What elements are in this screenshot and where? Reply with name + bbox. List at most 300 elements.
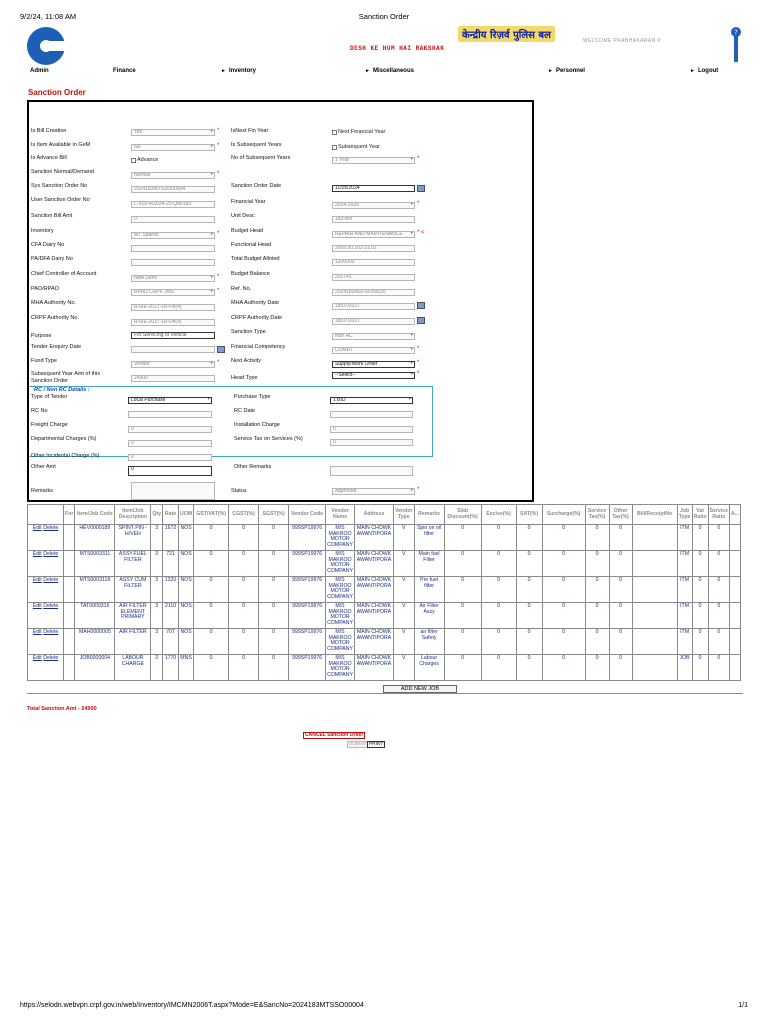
cell-vat: 0 xyxy=(692,577,708,603)
divider xyxy=(27,693,743,694)
table-row xyxy=(28,551,741,577)
cell-remarks: Main fuel Filter xyxy=(414,551,444,577)
edit-link[interactable]: Edit xyxy=(32,577,42,583)
caret-right-icon: ► xyxy=(690,68,695,74)
welcome-text: WELCOME PRABHAKARAN P xyxy=(583,38,662,44)
calendar-icon[interactable] xyxy=(417,317,425,324)
cell-stax: 0 xyxy=(585,655,609,681)
cell-cgst: 0 xyxy=(229,551,259,577)
label-sanction-date: Sanction Order Date xyxy=(231,183,282,189)
cell-stax: 0 xyxy=(585,603,609,629)
print-button[interactable]: PRINT xyxy=(369,742,384,747)
cell-remarks: air filter Safety xyxy=(414,629,444,655)
required-mark: * < xyxy=(417,230,425,236)
required-mark: * xyxy=(417,371,420,377)
calendar-icon[interactable] xyxy=(417,185,425,192)
col-more: A... xyxy=(730,505,741,525)
label-financial-year: Financial Year xyxy=(231,199,266,205)
cell-sat: 0 xyxy=(516,603,542,629)
cell-uom: MNS xyxy=(179,655,194,681)
unit-desc-field[interactable]: 183-BN xyxy=(332,216,415,223)
cell-addr: MAIN CHOWK AWANTIPORA xyxy=(354,551,393,577)
label-is-advance-bill: Is Advance Bill xyxy=(31,155,67,161)
cell-vtype: V xyxy=(393,629,414,655)
cell-desc: AIR FILTER ELEMENT PRIMARY xyxy=(115,603,151,629)
cell-slab: 0 xyxy=(444,525,481,551)
financial-competency-select[interactable]: COMDT ▾ xyxy=(332,347,415,354)
required-mark: * xyxy=(417,156,420,162)
delete-link[interactable]: Delete xyxy=(43,551,59,557)
col-for: For xyxy=(64,505,75,525)
advance-label: Advance xyxy=(137,157,159,163)
cell-gst: 0 xyxy=(194,525,229,551)
cell-cgst: 0 xyxy=(229,525,259,551)
crpf-logo-icon xyxy=(26,26,72,66)
page-title: Sanction Order xyxy=(28,88,86,97)
cell-more xyxy=(730,655,741,681)
edit-link[interactable]: Edit xyxy=(32,525,42,531)
rc-no-field[interactable] xyxy=(128,411,212,418)
label-is-next-fin-year: IsNext Fin Year xyxy=(231,128,269,134)
cell-gst: 0 xyxy=(194,577,229,603)
rc-date-field[interactable] xyxy=(330,411,413,418)
cell-vcode: 999SP19976 xyxy=(289,525,326,551)
cell-sat: 0 xyxy=(516,551,542,577)
label-head-type: Head Type xyxy=(231,375,258,381)
other-remarks-field[interactable] xyxy=(330,466,413,476)
cell-sratio: 0 xyxy=(708,551,729,577)
cell-vname: M/S MAKROO MOTOR COMPANY xyxy=(326,551,355,577)
cell-qty: 3 xyxy=(151,577,163,603)
required-mark: * xyxy=(217,171,220,177)
label-type-of-tender: Type of Tender xyxy=(31,394,68,400)
dept-charges-field[interactable]: 0 xyxy=(128,440,212,447)
cell-surcharge: 0 xyxy=(542,603,585,629)
delete-link[interactable]: Delete xyxy=(43,629,59,635)
print-doc-title: Sanction Order xyxy=(358,12,410,21)
subsequent-year-checkbox[interactable] xyxy=(332,145,337,150)
cell-remarks: Air Filter Assy xyxy=(414,603,444,629)
sanction-type-select[interactable]: Non RC ▾ xyxy=(332,333,415,340)
label-dept-charges: Departmental Charges (%) xyxy=(31,436,97,442)
budget-head-select[interactable]: REPAIR AND MAINTENANCE ▾ xyxy=(332,231,415,238)
other-incidental-field[interactable]: 0 xyxy=(128,454,212,461)
cell-vname: M/S MAKROO MOTOR COMPANY xyxy=(326,629,355,655)
cell-for xyxy=(64,655,75,681)
cell-qty: 3 xyxy=(151,525,163,551)
required-mark: * xyxy=(417,346,420,352)
cell-uom: NOS xyxy=(179,603,194,629)
label-cfa-dairy: CFA Dairy No xyxy=(31,242,65,248)
delete-link[interactable]: Delete xyxy=(43,655,59,661)
pa-dfa-dairy-field[interactable] xyxy=(131,259,215,266)
label-sanction-type: Sanction Type xyxy=(231,329,266,335)
cell-excise: 0 xyxy=(481,577,516,603)
submit-button[interactable]: SUBMIT xyxy=(349,742,368,747)
cell-vat: 0 xyxy=(692,655,708,681)
main-menu xyxy=(28,68,740,78)
cell-stax: 0 xyxy=(585,525,609,551)
sanction-bill-amt-field[interactable]: 0 xyxy=(131,216,215,223)
menu-finance[interactable]: Finance xyxy=(113,68,136,74)
col-uom: UOM xyxy=(179,505,194,525)
purchase-type-select[interactable]: 1 BID ▾ xyxy=(330,397,413,404)
label-purpose: Purpose xyxy=(31,333,52,339)
cell-desc: ASSY CUM FILTER xyxy=(115,577,151,603)
menu-personnel[interactable]: ► Personnel xyxy=(548,68,585,74)
crpf-authority-date-field[interactable]: 18/07/2017 xyxy=(332,318,415,325)
sys-sanction-no-field[interactable]: 2024183MTSSO00004 xyxy=(131,186,215,193)
required-mark: * xyxy=(217,360,220,366)
cell-uom: NOS xyxy=(179,629,194,655)
cell-sgst: 0 xyxy=(259,577,289,603)
cell-rate: 1672 xyxy=(163,525,179,551)
is-bill-creation-select[interactable]: Yes ▾ xyxy=(131,129,215,136)
chief-controller-select[interactable]: New Delhi ▾ xyxy=(131,275,215,282)
cell-for xyxy=(64,603,75,629)
cell-rate: 721 xyxy=(163,551,179,577)
cell-vtype: V xyxy=(393,655,414,681)
cell-jtype: ITM xyxy=(677,551,692,577)
cell-rate: 1320 xyxy=(163,577,179,603)
required-mark: * xyxy=(217,288,220,294)
calendar-icon[interactable] xyxy=(217,346,225,353)
label-purchase-type: Purchase Type xyxy=(234,394,271,400)
cell-otax: 0 xyxy=(609,577,632,603)
required-mark: * xyxy=(217,274,220,280)
cell-slab: 0 xyxy=(444,603,481,629)
delete-link[interactable]: Delete xyxy=(43,577,59,583)
label-is-subsequent-years: Is Subsequent Years xyxy=(231,142,282,148)
col-item-desc: Item/Job Description xyxy=(115,505,151,525)
subsequent-amt-field[interactable]: 24900 xyxy=(131,375,215,382)
label-chief-controller: Chief Controller of Account xyxy=(31,271,97,277)
cell-gst: 0 xyxy=(194,551,229,577)
items-grid xyxy=(27,504,768,686)
mha-authority-date-field[interactable]: 18/07/2017 xyxy=(332,303,415,310)
cell-addr: MAIN CHOWK AWANTIPORA xyxy=(354,525,393,551)
cell-rate: 707 xyxy=(163,629,179,655)
col-actions xyxy=(28,505,64,525)
label-crpf-authority-no: CRPF Authority No. xyxy=(31,315,79,321)
edit-link[interactable]: Edit xyxy=(32,655,42,661)
label-user-sanction-no: User Sanction Order No xyxy=(31,197,90,203)
functional-head-field[interactable]: 2055.00.102.01.02 xyxy=(332,245,415,252)
advance-checkbox[interactable] xyxy=(131,158,136,163)
rc-details-title: RC / Non RC Details : xyxy=(34,387,90,393)
cell-sat: 0 xyxy=(516,525,542,551)
installation-charge-field[interactable]: 0 xyxy=(330,426,413,433)
delete-link[interactable]: Delete xyxy=(43,603,59,609)
cell-cgst: 0 xyxy=(229,629,259,655)
sanction-normal-select[interactable]: Normal ▾ xyxy=(131,172,215,179)
cell-vname: M/S MAKROO MOTOR COMPANY xyxy=(326,655,355,681)
cell-qty: 3 xyxy=(151,655,163,681)
cell-stax: 0 xyxy=(585,577,609,603)
required-mark: * xyxy=(217,128,220,134)
financial-year-select[interactable]: 2024-2025 ▾ xyxy=(332,202,415,209)
cell-qty: 3 xyxy=(151,603,163,629)
sanction-form xyxy=(27,100,534,502)
cell-sgst: 0 xyxy=(259,629,289,655)
row-actions xyxy=(28,577,64,603)
cell-excise: 0 xyxy=(481,603,516,629)
cell-uom: NOS xyxy=(179,525,194,551)
cell-vat: 0 xyxy=(692,525,708,551)
print-url: https://selodn.webvpn.crpf.gov.in/web/Inventory/IMCMN2006T.aspx?Mode=E&SancNo=2024183MTSSO00004 xyxy=(20,1002,364,1009)
cell-sratio: 0 xyxy=(708,629,729,655)
col-vendor-code: Vendor Code xyxy=(289,505,326,525)
remarks-textarea[interactable] xyxy=(131,482,215,500)
required-mark: * xyxy=(417,487,420,493)
sanction-date-field[interactable]: 11/05/2024 xyxy=(332,185,415,192)
inventory-select[interactable]: MT Spares ▾ xyxy=(131,232,215,239)
cell-surcharge: 0 xyxy=(542,551,585,577)
row-actions xyxy=(28,655,64,681)
brand-motto: DESH KE HUM HAI RAKSHAK xyxy=(350,45,445,52)
help-icon[interactable] xyxy=(730,26,742,66)
cell-slab: 0 xyxy=(444,551,481,577)
cell-vcode: 999SP19976 xyxy=(289,551,326,577)
label-sys-sanction-no: Sys Sanction Order No xyxy=(31,183,88,189)
label-ref-no: Ref. No. xyxy=(231,286,252,292)
row-actions xyxy=(28,525,64,551)
cell-otax: 0 xyxy=(609,551,632,577)
menu-logout[interactable]: ► Logout xyxy=(690,68,719,74)
cell-code: TAT0000316 xyxy=(75,603,115,629)
col-vendor-name: Vendor Name xyxy=(326,505,355,525)
print-datetime: 9/2/24, 11:08 AM xyxy=(20,12,77,21)
caret-right-icon: ► xyxy=(548,68,553,74)
menu-inventory[interactable]: ► Inventory xyxy=(221,68,256,74)
label-unit-desc: Unit Desc xyxy=(231,213,255,219)
label-other-amt: Other Amt xyxy=(31,464,56,470)
col-service-tax: Service Tax(%) xyxy=(585,505,609,525)
row-actions xyxy=(28,551,64,577)
cell-addr: MAIN CHOWK AWANTIPORA xyxy=(354,603,393,629)
cell-gst: 0 xyxy=(194,655,229,681)
cell-vcode: 999SP19976 xyxy=(289,655,326,681)
col-gst: GST/VAT(%) xyxy=(194,505,229,525)
cell-surcharge: 0 xyxy=(542,655,585,681)
next-financial-year-checkbox[interactable] xyxy=(332,130,337,135)
col-bill-receipt: Bill/ReceiptNo xyxy=(632,505,677,525)
cell-more xyxy=(730,577,741,603)
col-service-ratio: Service Ratio xyxy=(708,505,729,525)
row-actions xyxy=(28,603,64,629)
table-row xyxy=(28,525,741,551)
delete-link[interactable]: Delete xyxy=(43,525,59,531)
cell-more xyxy=(730,603,741,629)
cell-code: MTS0003311 xyxy=(75,551,115,577)
crpf-authority-no-field[interactable]: R-6/E-2017-18-Fin(4) xyxy=(131,319,215,326)
label-other-incidental: Other Incidental Charge (%) xyxy=(31,453,100,459)
col-sgst: SGST(%) xyxy=(259,505,289,525)
cell-rate: 1770 xyxy=(163,655,179,681)
cell-sratio: 0 xyxy=(708,525,729,551)
grid-header-row xyxy=(28,505,741,525)
cell-stax: 0 xyxy=(585,551,609,577)
calendar-icon[interactable] xyxy=(417,302,425,309)
print-footer xyxy=(20,1002,748,1014)
label-mha-authority-date: MHA Authority Date xyxy=(231,300,279,306)
col-surcharge: Surcharge(%) xyxy=(542,505,585,525)
cfa-dairy-field[interactable] xyxy=(131,245,215,252)
cell-bill xyxy=(632,577,677,603)
cell-cgst: 0 xyxy=(229,577,259,603)
cell-vname: M/S MAKROO MOTOR COMPANY xyxy=(326,577,355,603)
caret-right-icon: ► xyxy=(365,68,370,74)
cell-bill xyxy=(632,525,677,551)
caret-right-icon: ► xyxy=(221,68,226,74)
cell-addr: MAIN CHOWK AWANTIPORA xyxy=(354,655,393,681)
cell-desc: SPINT PIN - H/VEH xyxy=(115,525,151,551)
cell-sratio: 0 xyxy=(708,603,729,629)
pao-rpao-select[interactable]: RPAO CRPF JMU ▾ xyxy=(131,289,215,296)
col-slab: Slab Discount(%) xyxy=(444,505,481,525)
label-pao-rpao: PAO/RPAO xyxy=(31,286,59,292)
cell-vat: 0 xyxy=(692,629,708,655)
user-sanction-no-field[interactable]: L-V03-4/2024-25-QM/183 xyxy=(131,201,215,208)
freight-charge-field[interactable]: 0 xyxy=(128,426,212,433)
cell-remarks: Pre fuel filter xyxy=(414,577,444,603)
label-service-tax: Service Tax on Services (%) xyxy=(234,436,303,442)
service-tax-field[interactable]: 0 xyxy=(330,439,413,446)
cell-excise: 0 xyxy=(481,525,516,551)
total-sanction-amount: Total Sanction Amt - 24900 xyxy=(27,706,97,712)
cell-vcode: 999SP19976 xyxy=(289,603,326,629)
label-mha-authority-no: MHA Authority No. xyxy=(31,300,76,306)
label-subsequent-amt: Subsequent Year Amt of this Sanction Order xyxy=(31,371,101,384)
items-table xyxy=(27,504,741,681)
label-status: Status xyxy=(231,488,247,494)
label-tender-enquiry: Tender Enquiry Date xyxy=(31,344,82,350)
cell-excise: 0 xyxy=(481,551,516,577)
col-cgst: CGST(%) xyxy=(229,505,259,525)
cell-addr: MAIN CHOWK AWANTIPORA xyxy=(354,577,393,603)
cancel-sanction-order-button[interactable]: CANCEL Sanction Order xyxy=(305,732,364,738)
status-select[interactable]: Approved ▾ xyxy=(332,488,415,495)
label-pa-dfa-dairy: PA/DFA Dairy No xyxy=(31,256,73,262)
cell-bill xyxy=(632,551,677,577)
cell-for xyxy=(64,577,75,603)
cell-code: HEV0000189 xyxy=(75,525,115,551)
cell-surcharge: 0 xyxy=(542,525,585,551)
cell-slab: 0 xyxy=(444,655,481,681)
is-item-gem-select[interactable]: No ▾ xyxy=(131,144,215,151)
cell-sgst: 0 xyxy=(259,551,289,577)
label-freight-charge: Freight Charge xyxy=(31,422,68,428)
type-of-tender-select[interactable]: Local Purchase ▾ xyxy=(128,397,212,404)
label-rc-no: RC No xyxy=(31,408,48,414)
cell-bill xyxy=(632,603,677,629)
cell-surcharge: 0 xyxy=(542,577,585,603)
table-row xyxy=(28,577,741,603)
cell-code: MTS0003118 xyxy=(75,577,115,603)
cell-desc: ASSY.FUEL FILTER xyxy=(115,551,151,577)
col-rate: Rate xyxy=(163,505,179,525)
budget-balance-field[interactable]: 201741 xyxy=(332,274,415,281)
label-total-budget: Total Budget Alloted xyxy=(231,256,280,262)
cell-for xyxy=(64,629,75,655)
cell-vname: M/S MAKROO MOTOR COMPANY xyxy=(326,603,355,629)
edit-link[interactable]: Edit xyxy=(32,603,42,609)
add-new-job-button[interactable]: ADD NEW JOB xyxy=(383,685,457,693)
cell-code: MAH0000005 xyxy=(75,629,115,655)
label-fund-type: Fund Type xyxy=(31,358,57,364)
menu-miscellaneous[interactable]: ► Miscellaneous xyxy=(365,68,414,74)
cell-desc: AIR FILTER xyxy=(115,629,151,655)
label-remarks: Remarks xyxy=(31,488,54,494)
cell-for xyxy=(64,551,75,577)
cell-vcode: 999SP19976 xyxy=(289,577,326,603)
cell-more xyxy=(730,525,741,551)
cell-sratio: 0 xyxy=(708,655,729,681)
col-job-type: Job Type xyxy=(677,505,692,525)
cell-jtype: JOB xyxy=(677,655,692,681)
label-inventory: Inventory xyxy=(31,228,54,234)
label-budget-balance: Budget Balance xyxy=(231,271,270,277)
cell-cgst: 0 xyxy=(229,655,259,681)
no-subsequent-years-select[interactable]: 1 Year ▾ xyxy=(332,157,415,164)
cell-sratio: 0 xyxy=(708,577,729,603)
svg-text:?: ? xyxy=(734,28,738,37)
label-functional-head: Functional Head xyxy=(231,242,272,248)
label-crpf-authority-date: CRPF Authority Date xyxy=(231,315,283,321)
label-no-subsequent-years: No of Subsequent Years xyxy=(231,155,291,161)
head-type-select[interactable]: --Select-- ▾ xyxy=(332,372,415,379)
total-budget-field[interactable]: 1200000 xyxy=(332,259,415,266)
menu-admin[interactable]: Admin xyxy=(30,68,49,74)
cell-sat: 0 xyxy=(516,629,542,655)
row-actions xyxy=(28,629,64,655)
cell-vtype: V xyxy=(393,551,414,577)
cell-cgst: 0 xyxy=(229,603,259,629)
label-is-item-gem: Is Item Available in GeM xyxy=(31,142,91,148)
col-address: Address xyxy=(354,505,393,525)
cell-jtype: ITM xyxy=(677,577,692,603)
label-budget-head: Budget Head xyxy=(231,228,264,234)
purpose-field[interactable]: For Servicing of Vehicle xyxy=(131,332,215,339)
cell-excise: 0 xyxy=(481,655,516,681)
table-row xyxy=(28,603,741,629)
cell-more xyxy=(730,629,741,655)
cell-excise: 0 xyxy=(481,629,516,655)
col-other-tax: Other Tax(%) xyxy=(609,505,632,525)
col-item-code: Item/Job Code xyxy=(75,505,115,525)
label-is-bill-creation: Is Bill Creation xyxy=(31,128,67,134)
cell-jtype: ITM xyxy=(677,525,692,551)
other-amt-field[interactable]: 0 xyxy=(128,466,212,476)
mha-authority-no-field[interactable]: R-6/E-2017-18-Fin(4) xyxy=(131,304,215,311)
cell-remarks: Labour Charges xyxy=(414,655,444,681)
next-activity-select[interactable]: Supply/Work Order ▾ xyxy=(332,361,415,368)
tender-enquiry-field[interactable] xyxy=(131,346,215,353)
cell-vcode: 999SP19976 xyxy=(289,629,326,655)
cell-slab: 0 xyxy=(444,629,481,655)
fund-type-select[interactable]: Vendor ▾ xyxy=(131,361,215,368)
col-vat-ratio: Vat Ratio xyxy=(692,505,708,525)
edit-link[interactable]: Edit xyxy=(32,551,42,557)
ref-no-field[interactable]: 2024183REFSO00035 xyxy=(332,289,415,296)
edit-link[interactable]: Edit xyxy=(32,629,42,635)
col-sat: SAT(%) xyxy=(516,505,542,525)
table-row xyxy=(28,655,741,681)
required-mark: * xyxy=(417,201,420,207)
cell-addr: MAIN CHOWK AWANTIPORA xyxy=(354,629,393,655)
required-mark: * xyxy=(417,360,420,366)
label-financial-competency: Financial Competency xyxy=(231,344,286,350)
